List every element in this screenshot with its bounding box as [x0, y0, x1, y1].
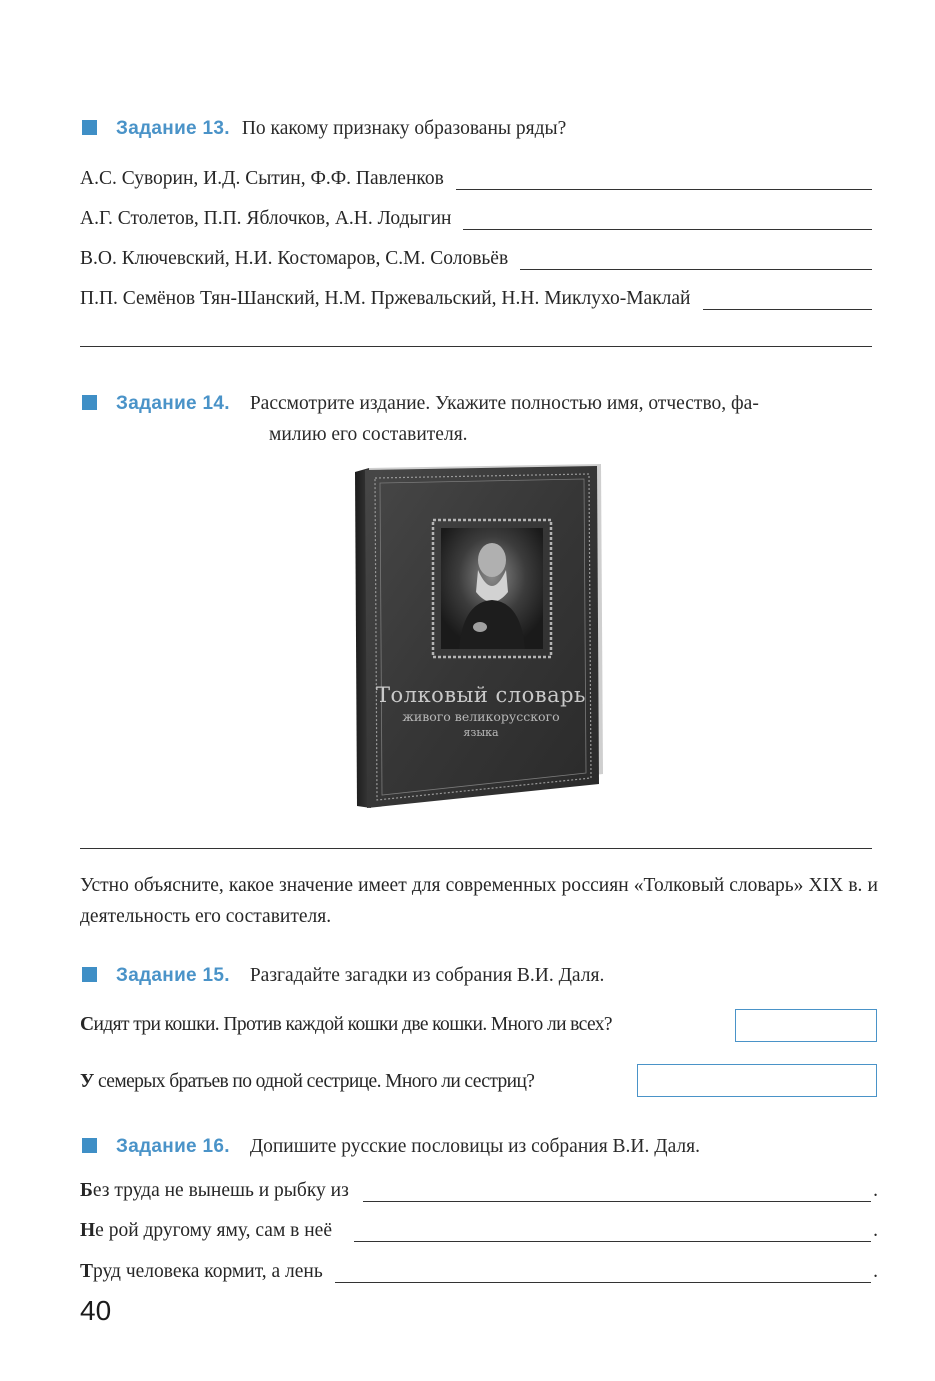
task-13-label: Задание 13. — [116, 118, 230, 139]
task-14-question-line1: Рассмотрите издание. Укажите полностью имя, отчество, фа- — [249, 393, 759, 414]
task-13-row-text: В.О. Ключевский, Н.И. Костомаров, С.М. Соловьёв — [80, 248, 509, 269]
page-number: 40 — [80, 1295, 112, 1326]
proverb-text: руд человека кормит, а лень — [93, 1261, 323, 1282]
proverb-row — [80, 1180, 878, 1202]
end-mark: . — [873, 1180, 878, 1201]
task-15-question: Разгадайте загадки из собрания В.И. Даля. — [249, 965, 605, 986]
task-14-oral-task: Устно объясните, какое значение имеет для современных россиян «Толковый словарь» XIX в. и деятельность его составителя. — [80, 875, 878, 927]
proverb-first-letter: Т — [80, 1261, 94, 1282]
task-13-question: По какому признаку образованы ряды? — [241, 118, 567, 139]
task-16-label: Задание 16. — [116, 1136, 230, 1157]
answer-line[interactable] — [456, 172, 872, 190]
book-cover-image — [353, 462, 605, 812]
book-title-line3: языка — [463, 726, 499, 739]
task-14-header — [82, 393, 759, 415]
proverb-row — [80, 1220, 878, 1242]
proverb-row — [80, 1261, 878, 1283]
riddle-first-letter: С — [80, 1014, 94, 1035]
task-14-label: Задание 14. — [116, 393, 230, 414]
answer-line[interactable] — [335, 1265, 871, 1283]
answer-line[interactable] — [354, 1224, 871, 1242]
task-13-row — [80, 288, 872, 310]
task-14-question-line2: милию его составителя. — [269, 424, 468, 445]
answer-line[interactable] — [703, 292, 873, 310]
task-15-label: Задание 15. — [116, 965, 230, 986]
task-13-header — [82, 118, 566, 140]
answer-line[interactable] — [80, 848, 872, 849]
answer-line[interactable] — [80, 346, 872, 347]
task-13-row-text: П.П. Семёнов Тян-Шанский, Н.М. Пржевальский, Н.Н. Миклухо-Маклай — [80, 288, 691, 309]
task-marker-square — [82, 967, 97, 982]
riddle-text: семерых братьев по одной сестрице. Много ли сестриц? — [93, 1071, 535, 1092]
end-mark: . — [873, 1220, 878, 1241]
end-mark: . — [873, 1261, 878, 1282]
riddle-first-letter: У — [80, 1071, 94, 1092]
task-marker-square — [82, 395, 97, 410]
task-marker-square — [82, 1138, 97, 1153]
task-13-row — [80, 248, 872, 270]
task-13-row — [80, 168, 872, 190]
task-15-header — [82, 965, 604, 987]
proverb-first-letter: Н — [80, 1220, 96, 1241]
riddle-1-answer-box[interactable] — [735, 1009, 877, 1042]
answer-line[interactable] — [363, 1184, 871, 1202]
book-title-line2: живого великорусского — [402, 709, 560, 724]
task-13-row-text: А.С. Суворин, И.Д. Сытин, Ф.Ф. Павленков — [80, 168, 444, 189]
riddle-1 — [80, 1014, 612, 1036]
answer-line[interactable] — [463, 212, 872, 230]
task-marker-square — [82, 120, 97, 135]
answer-line[interactable] — [520, 252, 872, 270]
task-13-row-text: А.Г. Столетов, П.П. Яблочков, А.Н. Лодыгин — [80, 208, 452, 229]
task-13-row — [80, 208, 872, 230]
task-16-question: Допишите русские пословицы из собрания В.И. Даля. — [249, 1136, 700, 1157]
book-title-line1: Толковый словарь — [376, 683, 586, 707]
riddle-2-answer-box[interactable] — [637, 1064, 877, 1097]
proverb-first-letter: Б — [80, 1180, 93, 1201]
riddle-2 — [80, 1071, 534, 1093]
task-16-header — [82, 1136, 700, 1158]
riddle-text: идят три кошки. Против каждой кошки две кошки. Много ли всех? — [93, 1014, 612, 1035]
proverb-text: е рой другому яму, сам в неё — [95, 1220, 332, 1241]
proverb-text: ез труда не вынешь и рыбку из — [92, 1180, 349, 1201]
